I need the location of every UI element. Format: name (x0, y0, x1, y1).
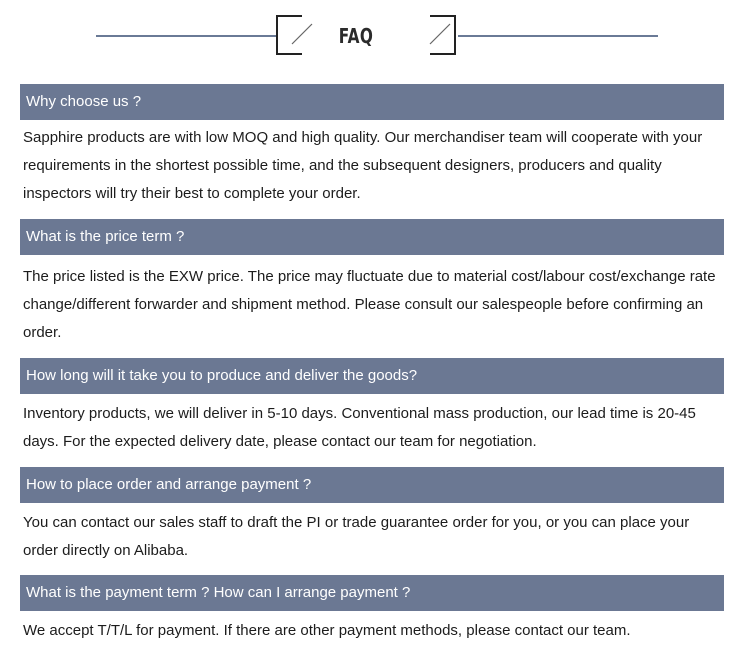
faq-question: How to place order and arrange payment ? (20, 467, 724, 503)
faq-item (20, 219, 724, 347)
faq-item (20, 358, 724, 456)
faq-answer: Sapphire products are with low MOQ and high quality. Our merchandiser team will cooperate with your requirements in the shortest possible time, and the subsequent designers, producers and quality inspectors will try their best to complete your order. (23, 129, 703, 202)
faq-header (0, 0, 750, 70)
faq-item (20, 84, 724, 208)
header-divider-left (96, 35, 276, 37)
faq-answer: We accept T/T/L for payment. If there are other payment methods, please contact our team. (23, 622, 631, 639)
faq-question: What is the payment term ? How can I arrange payment ? (20, 575, 724, 611)
faq-question: Why choose us ? (20, 84, 724, 120)
slash-decoration-icon (428, 22, 452, 46)
faq-question: How long will it take you to produce and deliver the goods? (20, 358, 724, 394)
header-divider-right (458, 35, 658, 37)
faq-item (20, 575, 724, 645)
faq-item (20, 467, 724, 565)
page-title: FAQ (338, 24, 374, 48)
faq-answer: You can contact our sales staff to draft the PI or trade guarantee order for you, or you can place your order directly on Alibaba. (23, 514, 690, 559)
slash-decoration-icon (290, 22, 314, 46)
faq-answer: Inventory products, we will deliver in 5-10 days. Conventional mass production, our lead time is 20-45 days. For the expected delivery date, please contact our team for negotiation. (23, 405, 696, 450)
faq-answer: The price listed is the EXW price. The price may fluctuate due to material cost/labour cost/exchange rate change/different forwarder and shipment method. Please consult our salespeople before confirming an order. (23, 268, 716, 341)
faq-question: What is the price term ? (20, 219, 724, 255)
